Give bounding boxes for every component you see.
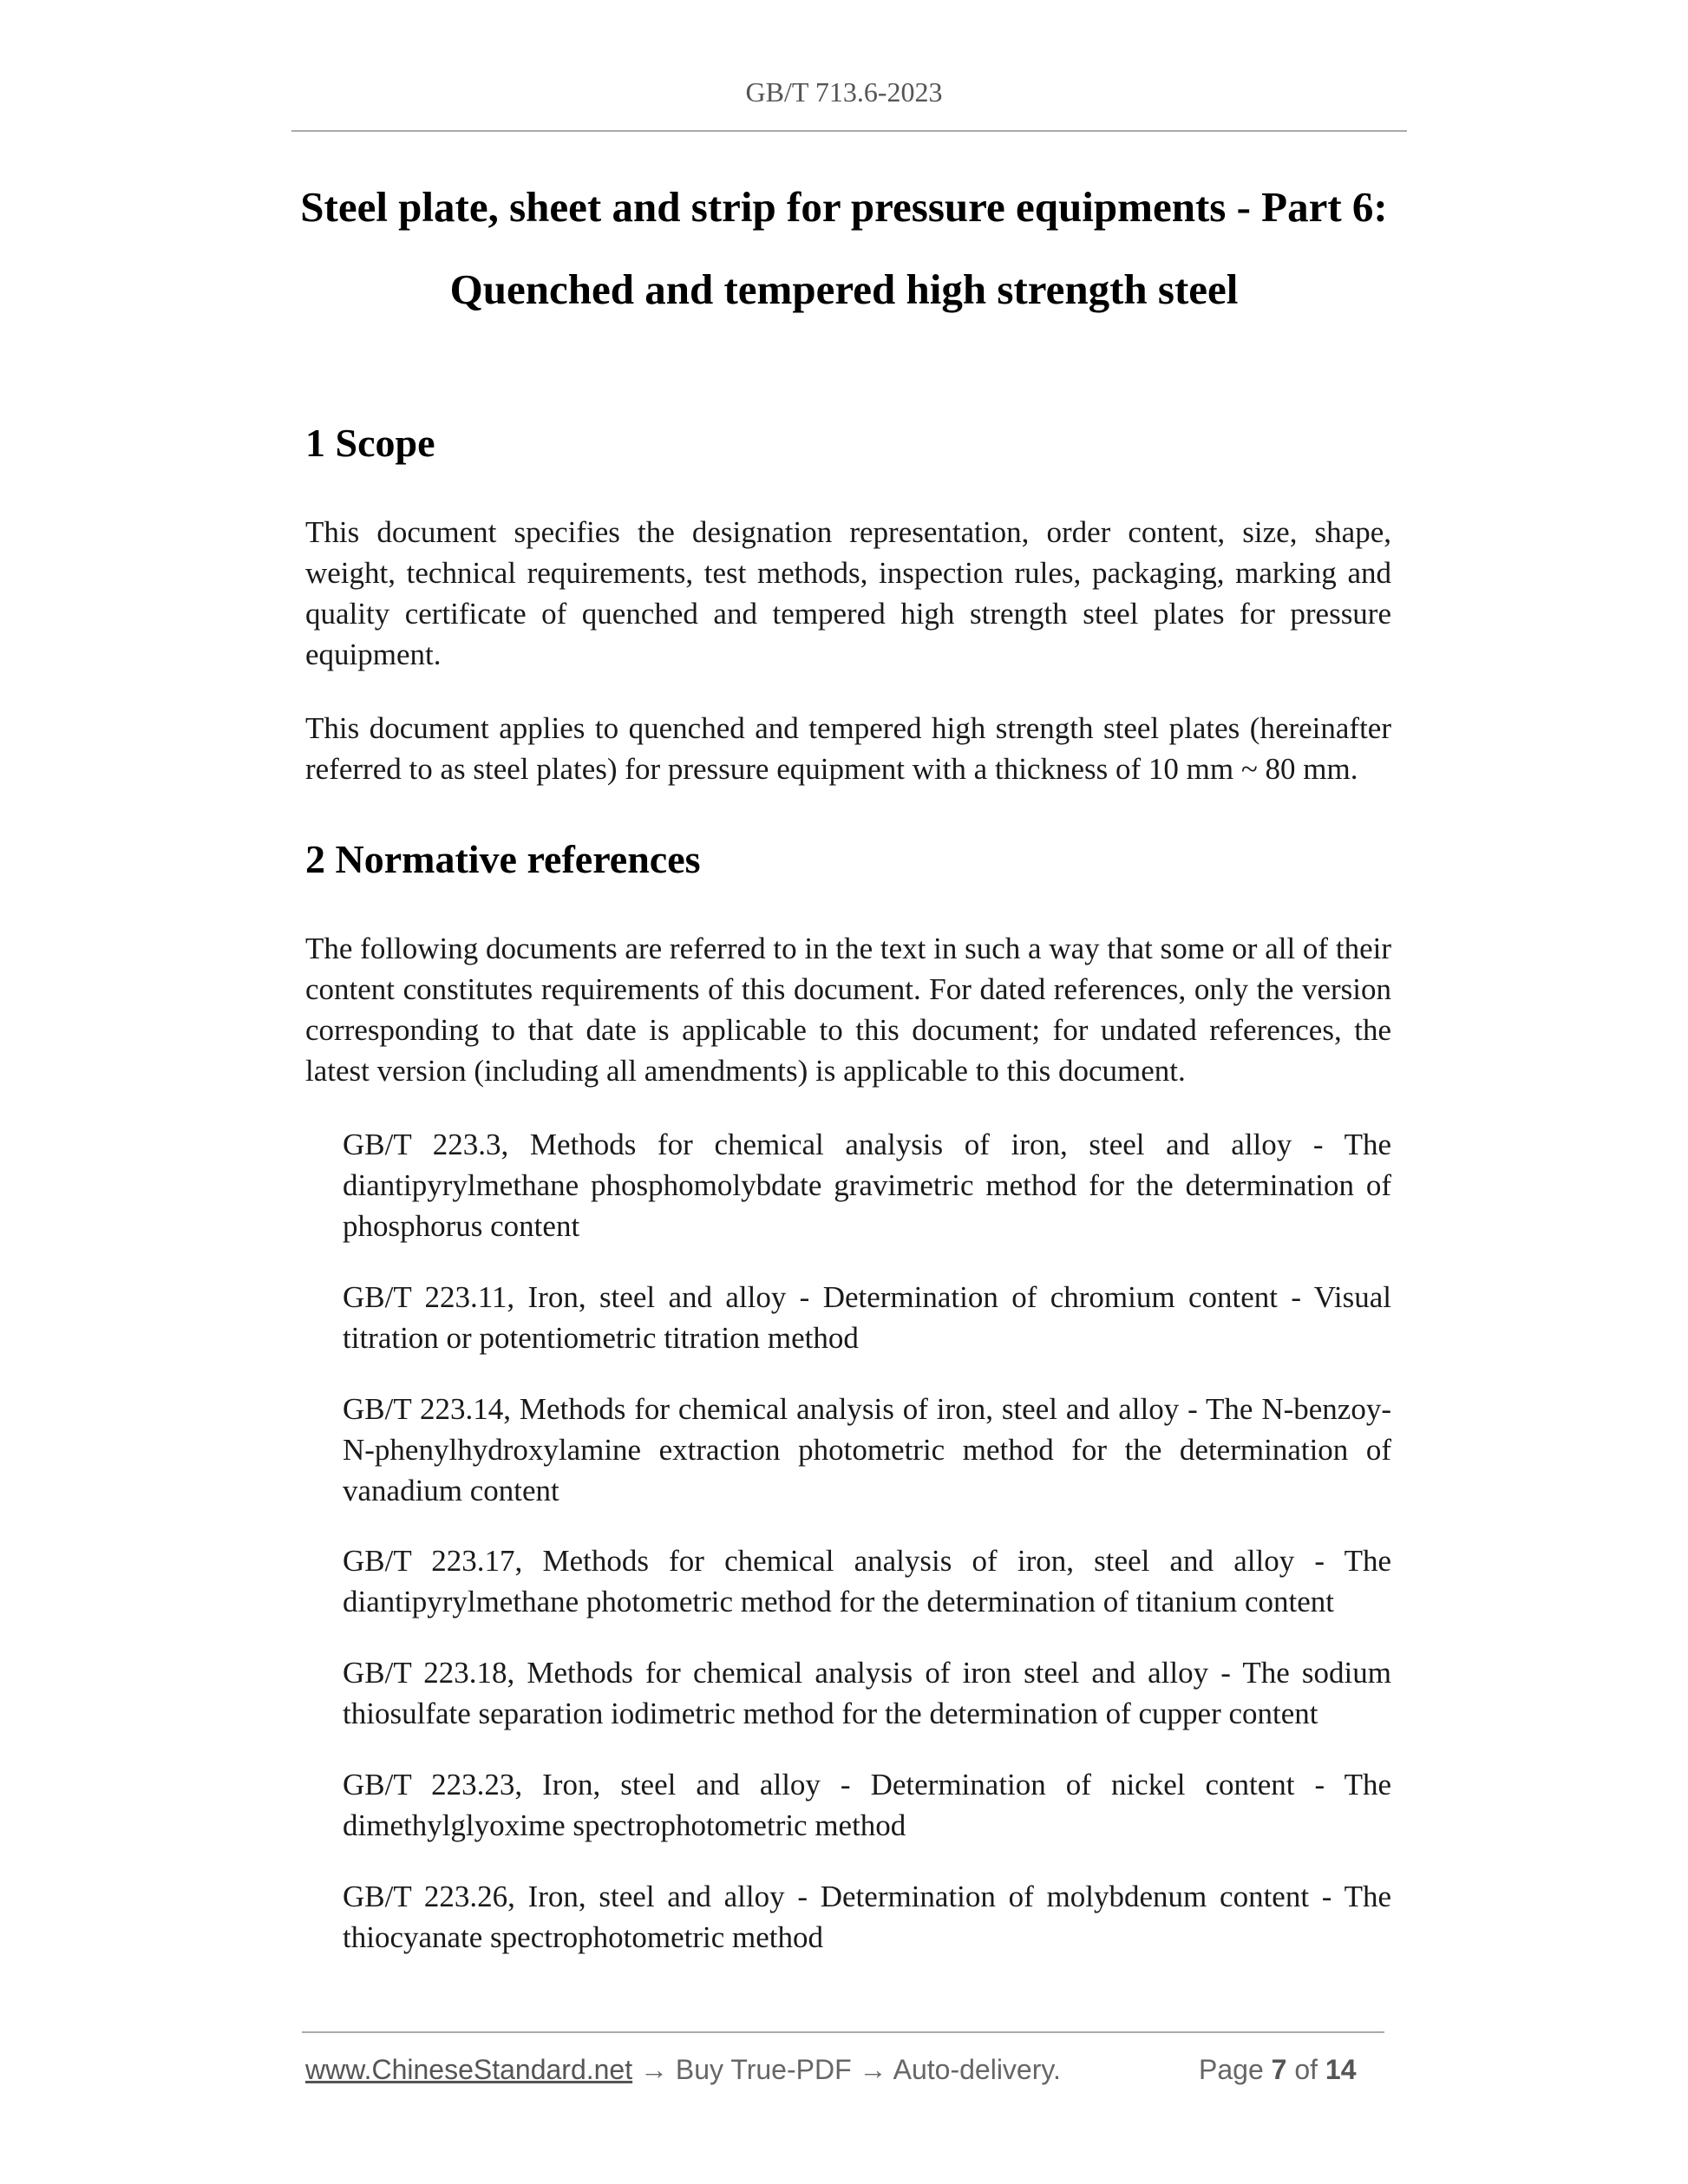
reference-item: GB/T 223.18, Methods for chemical analysis of iron steel and alloy - The sodium thiosulfate separation iodimetric method for the determination of cupper content	[343, 1656, 1391, 1730]
footer-divider	[302, 2031, 1384, 2033]
reference-item: GB/T 223.11, Iron, steel and alloy - Determination of chromium content - Visual titration or potentiometric titration method	[343, 1280, 1391, 1355]
of-label: of	[1294, 2054, 1318, 2085]
chinesestandard-link[interactable]: www.ChineseStandard.net	[305, 2054, 633, 2085]
reference-item: GB/T 223.14, Methods for chemical analysis of iron, steel and alloy - The N-benzoy-N-phenylhydroxylamine extraction photometric method for the determination of vanadium content	[343, 1392, 1391, 1507]
footer-promo-text: → Buy True-PDF → Auto-delivery.	[632, 2054, 1061, 2085]
section-heading-scope: 1 Scope	[305, 421, 435, 465]
page-label: Page	[1199, 2054, 1264, 2085]
section-heading-normative-references: 2 Normative references	[305, 837, 701, 881]
footer-promo	[305, 2054, 1061, 2086]
header-doc-code: GB/T 713.6-2023	[745, 76, 943, 108]
document-title-line-2: Quenched and tempered high strength steel	[449, 265, 1239, 313]
page-indicator	[1199, 2054, 1356, 2086]
reference-item: GB/T 223.17, Methods for chemical analysis of iron, steel and alloy - The diantipyrylmethane photometric method for the determination of titanium content	[343, 1544, 1391, 1618]
reference-item: GB/T 223.3, Methods for chemical analysis of iron, steel and alloy - The diantipyrylmethane phosphomolybdate gravimetric method for the determination of phosphorus content	[343, 1128, 1391, 1243]
header-divider	[291, 130, 1407, 132]
normative-intro-paragraph: The following documents are referred to in the text in such a way that some or all of their content constitutes requirements of this document. For dated references, only the version corresponding to that date is applicable to this document; for undated references, the latest version (including all amendments) is applicable to this document.	[305, 932, 1391, 1088]
scope-paragraph-1: This document specifies the designation representation, order content, size, shape, weight, technical requirements, test methods, inspection rules, packaging, marking and quality certificate of quenched and tempered high strength steel plates for pressure equipment.	[305, 515, 1391, 671]
reference-item: GB/T 223.23, Iron, steel and alloy - Determination of nickel content - The dimethylglyoxime spectrophotometric method	[343, 1768, 1391, 1842]
reference-item: GB/T 223.26, Iron, steel and alloy - Determination of molybdenum content - The thiocyanate spectrophotometric method	[343, 1880, 1391, 1954]
total-pages-number: 14	[1325, 2054, 1357, 2085]
document-title-line-1: Steel plate, sheet and strip for pressure equipments - Part 6:	[300, 183, 1388, 231]
scope-paragraph-2: This document applies to quenched and tempered high strength steel plates (hereinafter referred to as steel plates) for pressure equipment with a thickness of 10 mm ~ 80 mm.	[305, 711, 1391, 786]
current-page-number: 7	[1271, 2054, 1287, 2085]
